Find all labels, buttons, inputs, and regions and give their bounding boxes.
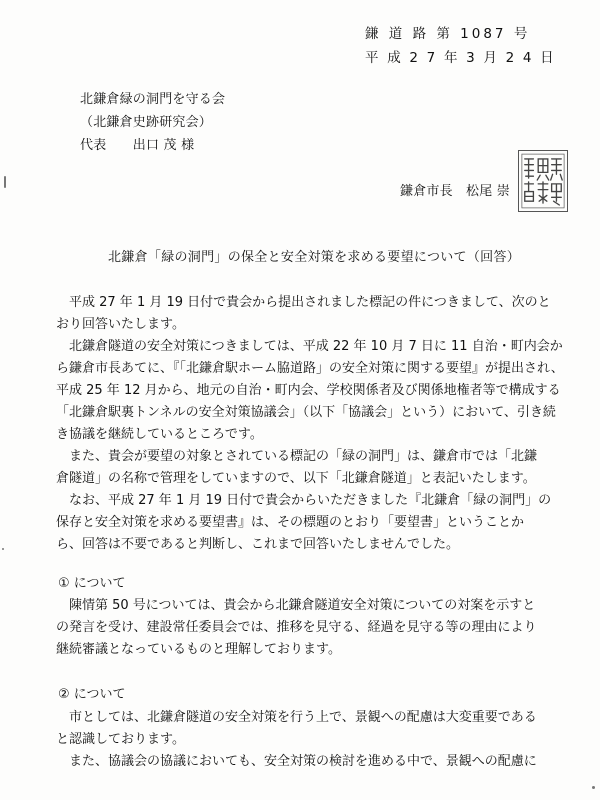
scan-speck <box>4 176 6 188</box>
paragraph-line: の発言を受け、建設常任委員会では、推移を見守る、経過を見守る等の理由により <box>56 620 537 635</box>
official-seal-stamp <box>518 150 568 212</box>
paragraph-line: 北鎌倉隧道の安全対策につきましては、平成 22 年 10 月 7 日に 11 自治・町内会か <box>69 339 563 354</box>
document-date: 平 成 2 7 年 3 月 2 4 日 <box>365 50 556 66</box>
paragraph-line: 平成 25 年 12 月から、地元の自治・町内会、学校関係者及び関係地権者等で構成する <box>56 383 561 398</box>
paragraph-note <box>56 490 576 556</box>
scan-speck <box>2 548 4 550</box>
paragraph-section-1 <box>56 595 576 661</box>
sender-name: 鎌倉市長 松尾 崇 <box>400 184 510 199</box>
paragraph-line: 保存と安全対策を求める要望書』は、その標題のとおり「要望書」ということか <box>56 515 525 530</box>
paragraph-line: また、協議会の協議においても、安全対策の検討を進める中で、景観への配慮に <box>69 754 537 769</box>
document-number: 鎌 道 路 第 1087 号 <box>365 26 531 42</box>
paragraph-line: おり回答いたします。 <box>56 317 185 332</box>
paragraph-line: 陳情第 50 号については、貴会から北鎌倉隧道安全対策についての対案を示すと <box>69 598 536 613</box>
paragraph-line: 継続審議となっているものと理解しております。 <box>56 642 341 657</box>
paragraph-line: 平成 27 年 1 月 19 日付で貴会から提出されました標記の件につきまして、次のと <box>69 295 551 310</box>
paragraph-naming <box>56 446 576 490</box>
addressee-representative: 代表 出口 茂 様 <box>80 138 195 153</box>
addressee-org: 北鎌倉緑の洞門を守る会 <box>80 92 226 107</box>
paragraph-intro <box>56 292 576 336</box>
scan-speck <box>592 786 595 789</box>
paragraph-line: と認識しております。 <box>56 732 185 747</box>
section-heading-2: ② について <box>58 687 126 702</box>
paragraph-line: ら、回答は不要であると判断し、これまで回答いたしませんでした。 <box>56 537 460 552</box>
paragraph-line: き協議を継続しているところです。 <box>56 427 263 442</box>
paragraph-safety-measures <box>56 336 576 446</box>
addressee-org-alt: （北鎌倉史跡研究会） <box>80 115 213 130</box>
document-title: 北鎌倉「緑の洞門」の保全と安全対策を求める要望について（回答） <box>108 250 521 265</box>
paragraph-section-2-cont <box>56 751 576 773</box>
paragraph-line: また、貴会が要望の対象とされている標記の「緑の洞門」は、鎌倉市では「北鎌 <box>69 449 538 464</box>
paragraph-section-2 <box>56 707 576 751</box>
paragraph-line: 倉隧道」の名称で管理をしていますので、以下「北鎌倉隧道」と表記いたします。 <box>56 471 536 486</box>
paragraph-line: 市としては、北鎌倉隧道の安全対策を行う上で、景観への配慮は大変重要である <box>69 710 537 725</box>
section-heading-1: ① について <box>58 576 126 591</box>
paragraph-line: 「北鎌倉駅裏トンネルの安全対策協議会」（以下「協議会」という）において、引き続 <box>56 405 556 420</box>
paragraph-line: なお、平成 27 年 1 月 19 日付で貴会からいただきました『北鎌倉「緑の洞門」の <box>69 493 552 508</box>
paragraph-line: ら鎌倉市長あてに、『「北鎌倉駅ホーム脇道路」の安全対策に関する要望』が提出され、 <box>56 361 564 376</box>
